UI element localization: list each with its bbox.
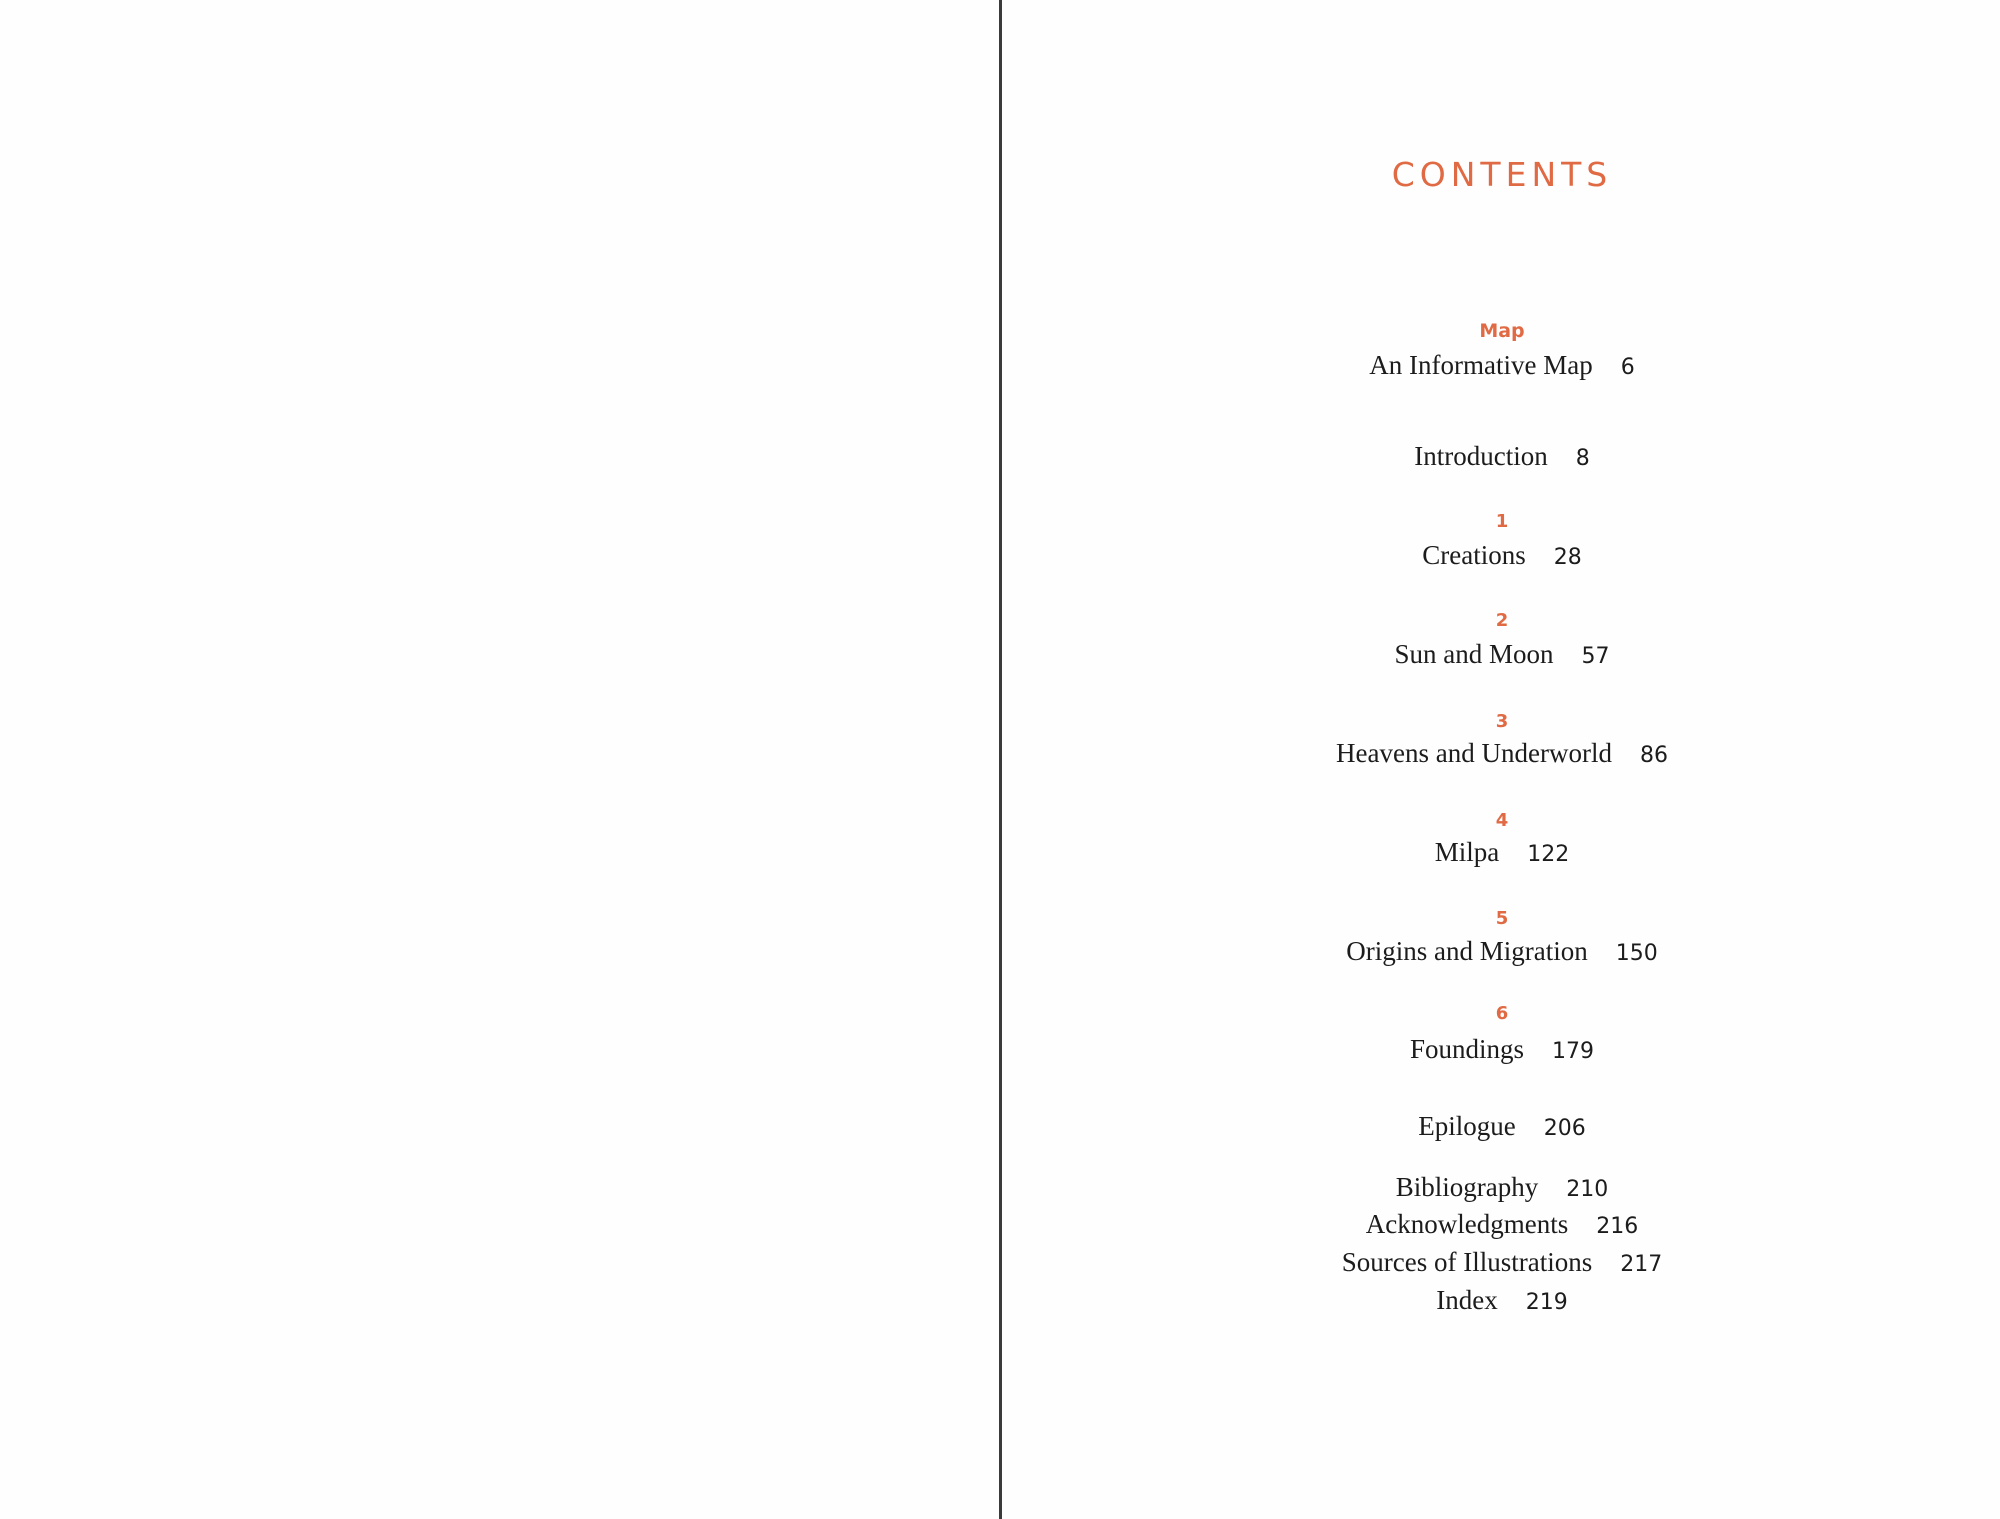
toc-entry-title: Origins and Migration <box>1346 936 1588 966</box>
toc-entry-title: Index <box>1436 1285 1498 1315</box>
toc-entry-title: Sources of Illustrations <box>1341 1247 1593 1277</box>
left-page-blank <box>0 0 999 1519</box>
toc-entry-page: 179 <box>1552 1039 1595 1064</box>
toc-entry-index[interactable] <box>1002 1285 2000 1316</box>
toc-entry-title: Heavens and Underworld <box>1336 738 1612 768</box>
toc-entry-title: Creations <box>1422 540 1526 570</box>
toc-entry-chapter-5[interactable] <box>1002 936 2000 967</box>
toc-entry-title: An Informative Map <box>1369 350 1593 380</box>
toc-entry-page: 57 <box>1581 644 1610 669</box>
toc-entry-title: Acknowledgments <box>1365 1209 1569 1239</box>
toc-entry-title: Epilogue <box>1418 1111 1516 1141</box>
toc-entry-title: Sun and Moon <box>1394 639 1554 669</box>
toc-entry-page: 219 <box>1525 1290 1568 1315</box>
toc-entry-acknowledgments[interactable] <box>1002 1209 2000 1240</box>
chapter-number: 2 <box>1495 610 1509 631</box>
toc-entry-title: Milpa <box>1434 837 1500 867</box>
toc-entry-page: 28 <box>1553 545 1582 570</box>
chapter-number: 6 <box>1495 1003 1509 1024</box>
toc-entry-title: Foundings <box>1409 1034 1525 1064</box>
toc-entry-title: Introduction <box>1414 441 1548 471</box>
chapter-number: 1 <box>1495 511 1509 532</box>
toc-entry-page: 86 <box>1639 743 1668 768</box>
toc-entry-chapter-3[interactable] <box>1002 738 2000 769</box>
toc-entry-chapter-6[interactable] <box>1002 1034 2000 1065</box>
toc-entry-page: 210 <box>1566 1177 1609 1202</box>
toc-entry-sources-of-illustrations[interactable] <box>1002 1247 2000 1278</box>
map-label: Map <box>1479 320 1525 342</box>
toc-entry-page: 8 <box>1575 446 1590 471</box>
toc-entry-chapter-1[interactable] <box>1002 540 2000 571</box>
right-page-contents <box>1002 0 2000 1519</box>
toc-entry-epilogue[interactable] <box>1002 1111 2000 1142</box>
toc-entry-page: 150 <box>1615 941 1658 966</box>
toc-entry-chapter-4[interactable] <box>1002 837 2000 868</box>
contents-heading: CONTENTS <box>1391 155 1613 194</box>
chapter-number: 4 <box>1495 810 1509 831</box>
toc-entry-page: 217 <box>1620 1252 1663 1277</box>
toc-entry-page: 122 <box>1527 842 1570 867</box>
toc-entry-bibliography[interactable] <box>1002 1172 2000 1203</box>
toc-entry-chapter-2[interactable] <box>1002 639 2000 670</box>
toc-entry-page: 6 <box>1620 355 1635 380</box>
toc-entry-title: Bibliography <box>1395 1172 1539 1202</box>
toc-entry-map[interactable] <box>1002 350 2000 381</box>
chapter-number: 5 <box>1495 908 1509 929</box>
toc-entry-page: 206 <box>1543 1116 1586 1141</box>
chapter-number: 3 <box>1495 711 1509 732</box>
toc-entry-page: 216 <box>1596 1214 1639 1239</box>
toc-entry-introduction[interactable] <box>1002 441 2000 472</box>
